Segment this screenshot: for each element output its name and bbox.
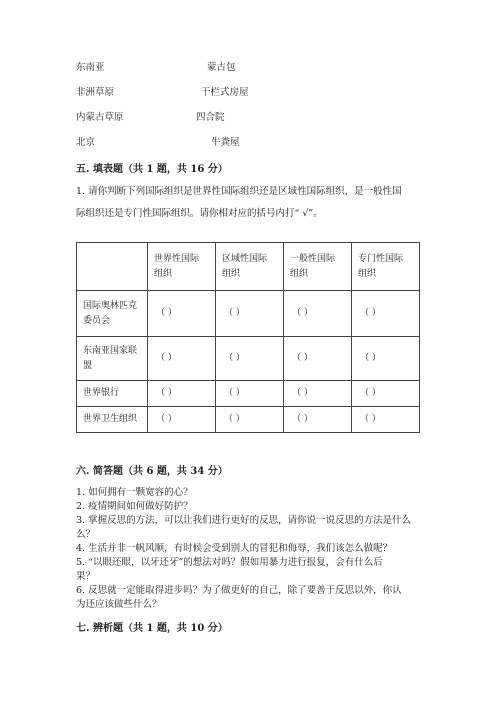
match-left-3: 内蒙古草原 bbox=[76, 112, 124, 123]
answer-blank[interactable]: （ ） bbox=[216, 337, 284, 381]
answer-blank[interactable]: （ ） bbox=[284, 381, 352, 407]
answer-blank[interactable]: （ ） bbox=[216, 381, 284, 407]
section6-line-6: 5. “以眼还眼，以牙还牙”的想法对吗？假如用暴力进行报复，会有什么后 bbox=[76, 557, 383, 568]
section6-line-1: 1. 如何拥有一颗宽容的心？ bbox=[76, 487, 193, 498]
row-label-ioc: 国际奥林匹克 委员会 bbox=[77, 291, 148, 337]
section5-title: 五. 填表题（共 1 题，共 16 分） bbox=[76, 164, 228, 175]
section6-line-8: 6. 反思就一定能取得进步吗？为了做更好的自己，除了要善于反思以外，你认 bbox=[76, 585, 402, 596]
table-header-row bbox=[77, 243, 420, 291]
answer-blank[interactable]: （ ） bbox=[284, 337, 352, 381]
match-left-2: 非洲草原 bbox=[76, 87, 115, 98]
table-row bbox=[77, 381, 420, 407]
row-label-world-bank: 世界银行 bbox=[77, 381, 148, 407]
table-row bbox=[77, 337, 420, 381]
section6-line-4: 么？ bbox=[76, 529, 96, 540]
header-regional: 区域性国际 组织 bbox=[216, 243, 284, 291]
answer-blank[interactable]: （ ） bbox=[284, 291, 352, 337]
match-left-1: 东南亚 bbox=[76, 62, 105, 73]
section6-title: 六. 简答题（共 6 题，共 34 分） bbox=[76, 466, 228, 477]
answer-blank[interactable]: （ ） bbox=[216, 407, 284, 433]
section7-title: 七. 辨析题（共 1 题，共 10 分） bbox=[76, 623, 228, 634]
table-row bbox=[77, 407, 420, 433]
answer-blank[interactable]: （ ） bbox=[352, 337, 420, 381]
organization-table bbox=[76, 242, 420, 433]
match-right-1: 蒙古包 bbox=[207, 62, 236, 73]
section6-line-9: 为还应该做些什么？ bbox=[76, 599, 162, 610]
answer-blank[interactable]: （ ） bbox=[352, 291, 420, 337]
table-row bbox=[77, 291, 420, 337]
row-label-who: 世界卫生组织 bbox=[77, 407, 148, 433]
section5-q1-line2: 际组织还是专门性国际组织。请你相对应的括号内打“ √”。 bbox=[76, 208, 323, 219]
section6-line-7: 果？ bbox=[76, 571, 96, 582]
answer-blank[interactable]: （ ） bbox=[148, 291, 216, 337]
table-corner-cell bbox=[77, 243, 148, 291]
match-right-3: 四合院 bbox=[196, 112, 225, 123]
answer-blank[interactable]: （ ） bbox=[216, 291, 284, 337]
section6-line-5: 4. 生活并非一帆风顺，有时候会受到别人的冒犯和侮辱，我们该怎么做呢？ bbox=[76, 543, 393, 554]
match-right-2: 干栏式房屋 bbox=[201, 87, 249, 98]
answer-blank[interactable]: （ ） bbox=[148, 337, 216, 381]
answer-blank[interactable]: （ ） bbox=[148, 381, 216, 407]
answer-blank[interactable]: （ ） bbox=[284, 407, 352, 433]
section6-line-2: 2. 疫情期间如何做好防护？ bbox=[76, 501, 193, 512]
answer-blank[interactable]: （ ） bbox=[148, 407, 216, 433]
match-right-4: 牛粪屋 bbox=[211, 137, 240, 148]
answer-blank[interactable]: （ ） bbox=[352, 381, 420, 407]
header-global: 世界性国际 组织 bbox=[148, 243, 216, 291]
header-specialized: 专门性国际 组织 bbox=[352, 243, 420, 291]
section6-line-3: 3. 掌握反思的方法，可以让我们进行更好的反思，请你说一说反思的方法是什么 bbox=[76, 515, 412, 526]
match-left-4: 北京 bbox=[76, 137, 96, 148]
section5-q1-line1: 1. 请你判断下列国际组织是世界性国际组织还是区域性国际组织，是一般性国 bbox=[76, 186, 402, 197]
row-label-asean: 东南亚国家联 盟 bbox=[77, 337, 148, 381]
header-general: 一般性国际 组织 bbox=[284, 243, 352, 291]
answer-blank[interactable]: （ ） bbox=[352, 407, 420, 433]
